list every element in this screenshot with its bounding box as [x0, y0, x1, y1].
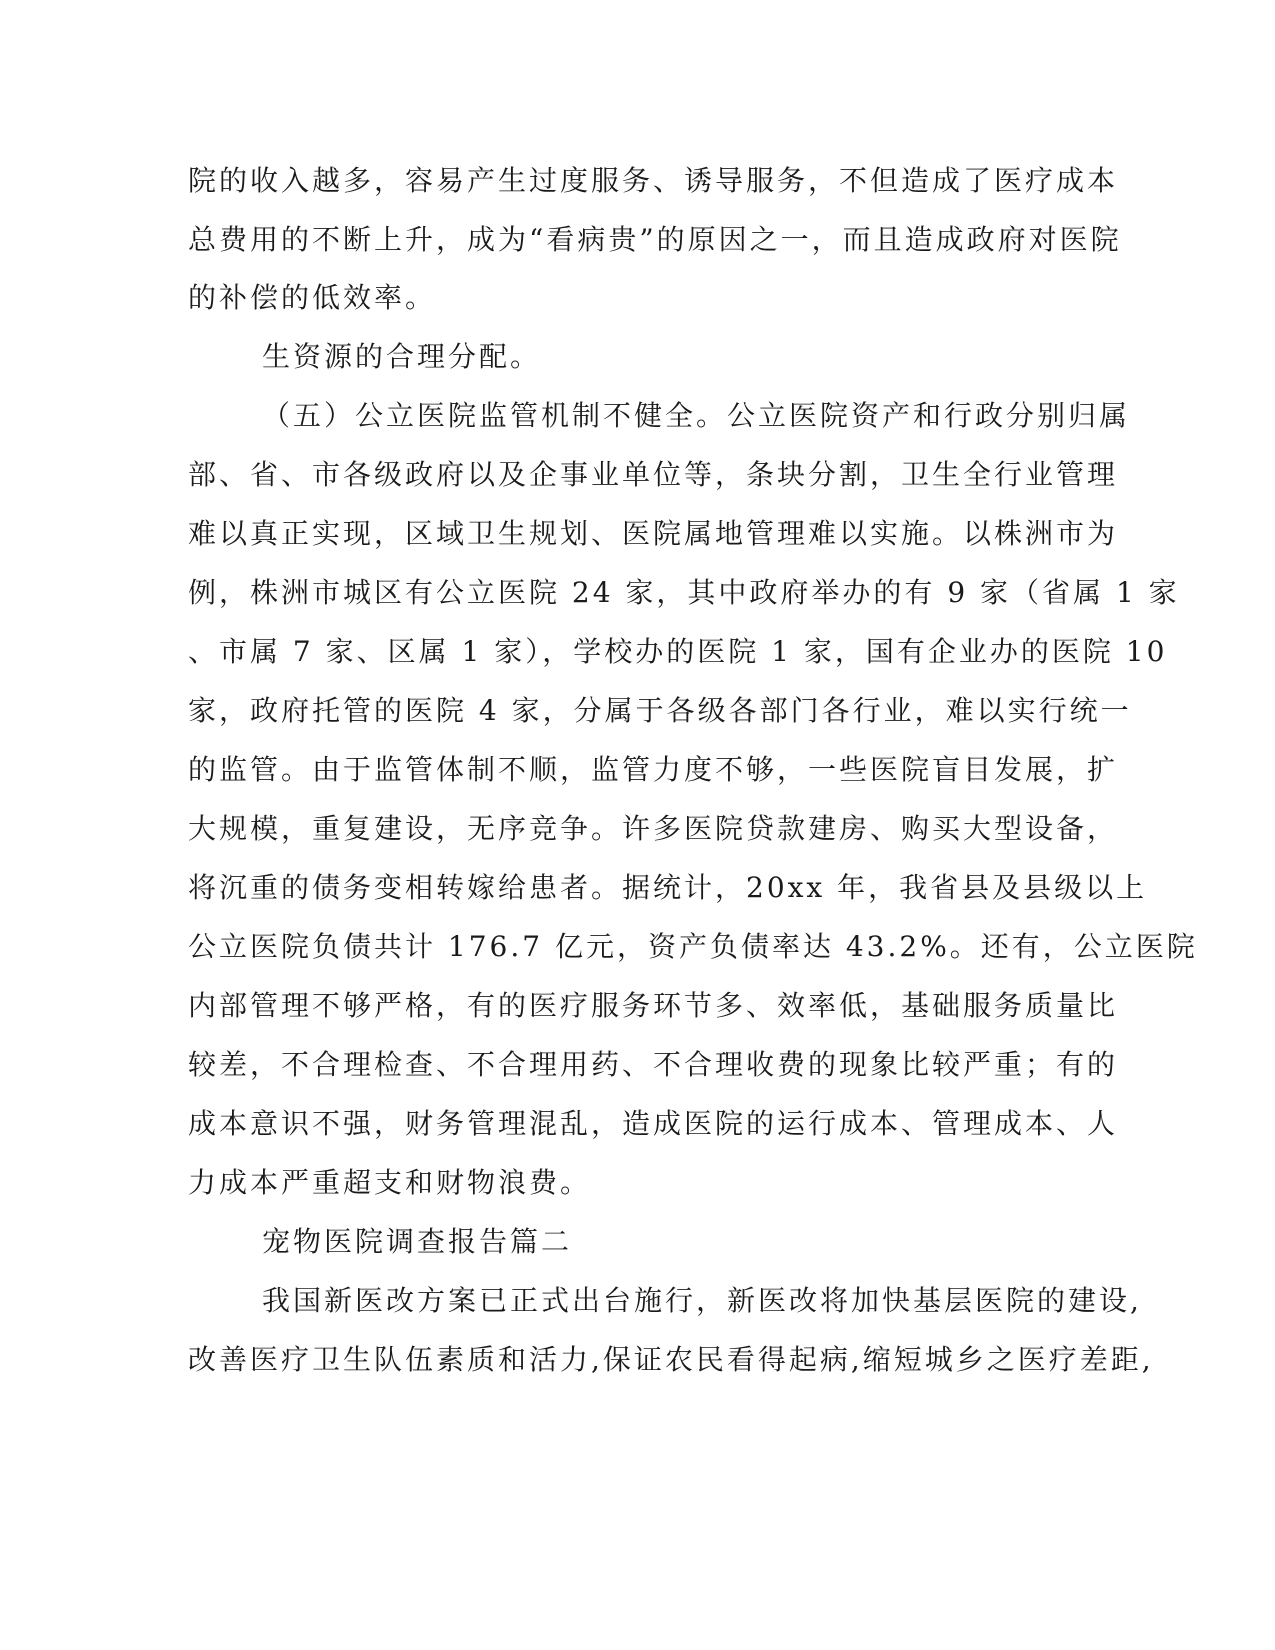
text-line-15: 内部管理不够严格，有的医疗服务环节多、效率低，基础服务质量比: [188, 989, 1119, 1022]
text-line-2: 总费用的不断上升，成为“看病贵”的原因之一，而且造成政府对医院: [188, 223, 1122, 256]
text-line-10: 家，政府托管的医院 4 家，分属于各级各部门各行业，难以实行统一: [188, 694, 1132, 727]
text-line-14: 公立医院负债共计 176.7 亿元，资产负债率达 43.2%。还有，公立医院: [188, 930, 1198, 963]
text-line-1: 院的收入越多，容易产生过度服务、诱导服务，不但造成了医疗成本: [188, 164, 1119, 197]
text-line-6: 部、省、市各级政府以及企事业单位等，条块分割，卫生全行业管理: [188, 458, 1119, 491]
text-line-11: 的监管。由于监管体制不顺，监管力度不够，一些医院盲目发展，扩: [188, 753, 1119, 786]
text-line-3: 的补偿的低效率。: [188, 281, 437, 314]
text-line-18: 力成本严重超支和财物浪费。: [188, 1166, 592, 1199]
text-line-13: 将沉重的债务变相转嫁给患者。据统计，20xx 年，我省县及县级以上: [188, 871, 1148, 904]
text-line-8: 例，株洲市城区有公立医院 24 家，其中政府举办的有 9 家（省属 1 家: [188, 576, 1180, 609]
section-five-heading-line: （五）公立医院监管机制不健全。公立医院资产和行政分别归属: [262, 399, 1131, 432]
text-line-12: 大规模，重复建设，无序竞争。许多医院贷款建房、购买大型设备，: [188, 812, 1119, 845]
text-line-7: 难以真正实现，区域卫生规划、医院属地管理难以实施。以株洲市为: [188, 517, 1119, 550]
section-heading-part-two: 宠物医院调查报告篇二: [262, 1225, 573, 1258]
text-line-4: 生资源的合理分配。: [262, 340, 542, 373]
text-line-20: 我国新医改方案已正式出台施行，新医改将加快基层医院的建设,: [262, 1284, 1142, 1317]
text-line-16: 较差，不合理检查、不合理用药、不合理收费的现象比较严重；有的: [188, 1048, 1119, 1081]
text-line-17: 成本意识不强，财务管理混乱，造成医院的运行成本、管理成本、人: [188, 1107, 1119, 1140]
text-line-21: 改善医疗卫生队伍素质和活力,保证农民看得起病,缩短城乡之医疗差距,: [188, 1343, 1154, 1376]
text-line-9: 、市属 7 家、区属 1 家），学校办的医院 1 家，国有企业办的医院 10: [188, 635, 1168, 668]
